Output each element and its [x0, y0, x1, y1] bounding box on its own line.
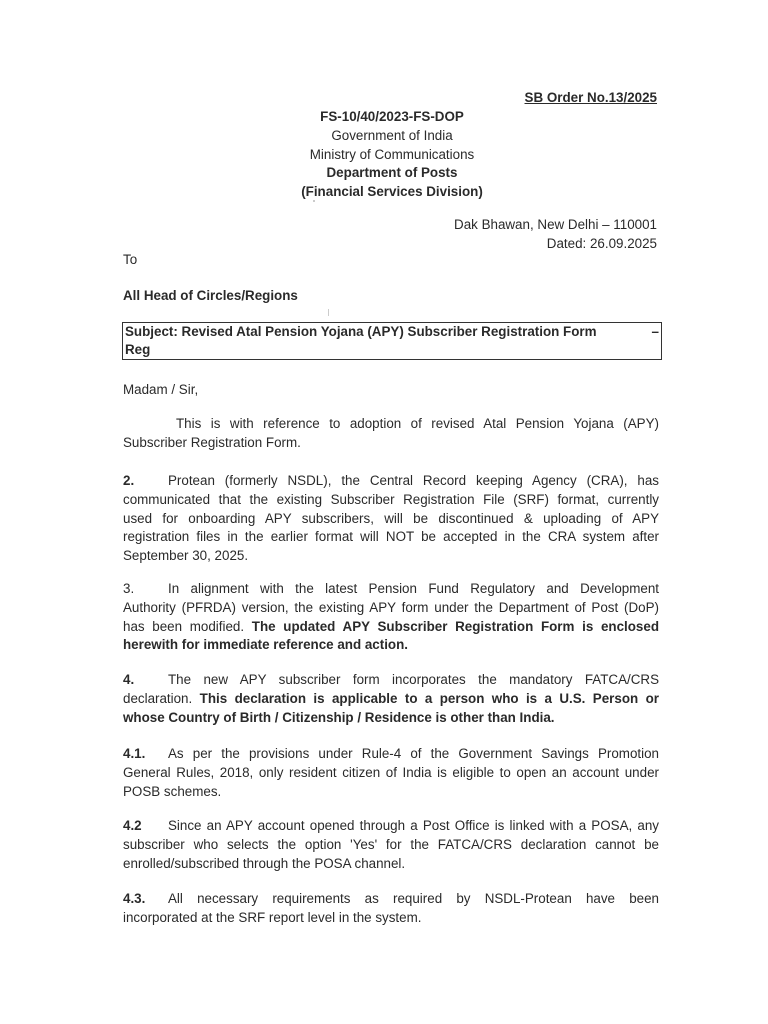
paragraph-2: [123, 472, 659, 566]
paragraph-3-line-1: In alignment with the latest Pension Fund Regulatory and Development: [168, 581, 659, 596]
paragraph-1-line-1: This is with reference to adoption of revised Atal Pension Yojana (APY): [176, 416, 659, 431]
paragraph-4-2: [123, 817, 659, 873]
paragraph-4-2-line-1: Since an APY account opened through a Post Office is linked with a POSA, any: [168, 818, 659, 833]
paragraph-4-line-2b: This declaration is applicable to a person who is a U.S. Person or: [199, 690, 659, 706]
paragraph-2-line-3: used for onboarding APY subscribers, will be discontinued & uploading of APY: [123, 510, 659, 526]
paragraph-2-line-5: September 30, 2025.: [123, 548, 249, 564]
paragraph-4-number: 4.: [123, 672, 135, 687]
paragraph-4-3-line-1: All necessary requirements as required by NSDL-Protean have been: [168, 891, 659, 906]
paragraph-3-line-4: herewith for immediate reference and action.: [123, 637, 409, 653]
letter-date: Dated: 26.09.2025: [546, 235, 657, 251]
government-name: Government of India: [331, 127, 453, 143]
paragraph-3-number: 3.: [123, 581, 135, 596]
paragraph-3-line-3b: The updated APY Subscriber Registration Form is enclosed: [251, 618, 660, 634]
paragraph-4: [123, 671, 659, 727]
paragraph-1-line-2: Subscriber Registration Form.: [123, 434, 301, 450]
ministry-name: Ministry of Communications: [309, 146, 475, 162]
addressee: All Head of Circles/Regions: [123, 288, 298, 303]
paragraph-4-3-number: 4.3.: [123, 891, 146, 906]
place-date-block: [454, 216, 657, 254]
paragraph-4-line-1: The new APY subscriber form incorporates the mandatory FATCA/CRS: [168, 672, 659, 687]
office-address: Dak Bhawan, New Delhi – 110001: [454, 217, 657, 232]
paragraph-4-2-line-3: enrolled/subscribed through the POSA channel.: [123, 855, 406, 871]
paragraph-4-3: [123, 890, 659, 928]
paragraph-3-line-3a: has been modified.: [123, 618, 245, 634]
paragraph-4-2-number: 4.2: [123, 818, 142, 833]
file-number: FS-10/40/2023-FS-DOP: [320, 109, 464, 124]
paragraph-4-1-line-1: As per the provisions under Rule-4 of the Government Savings Promotion: [168, 746, 659, 761]
salutation: Madam / Sir,: [123, 382, 199, 397]
scan-speck-2: [328, 309, 329, 316]
paragraph-2-line-2: communicated that the existing Subscriber Registration File (SRF) format, currently: [123, 491, 659, 507]
paragraph-4-2-line-2: subscriber who selects the option 'Yes' for the FATCA/CRS declaration cannot be: [123, 836, 659, 852]
paragraph-1: [123, 415, 659, 453]
paragraph-4-1-line-2: General Rules, 2018, only resident citizen of India is eligible to open an account under: [123, 764, 659, 780]
subject-line-2: Reg: [125, 342, 151, 357]
paragraph-4-1: [123, 745, 659, 801]
division-name: (Financial Services Division): [301, 184, 483, 200]
paragraph-4-1-number: 4.1.: [123, 746, 146, 761]
paragraph-3-line-2: Authority (PFRDA) version, the existing APY form under the Department of Post (DoP): [123, 599, 659, 615]
subject-dash: –: [651, 324, 659, 339]
to-label: To: [123, 252, 138, 267]
paragraph-3: [123, 580, 659, 655]
paragraph-2-line-4: registration files in the earlier format will NOT be accepted in the CRA system after: [123, 529, 659, 545]
paragraph-2-line-1: Protean (formerly NSDL), the Central Record keeping Agency (CRA), has: [168, 473, 659, 488]
letterhead: [292, 108, 492, 202]
order-number: SB Order No.13/2025: [524, 90, 657, 105]
department-name: Department of Posts: [326, 165, 458, 181]
paragraph-2-number: 2.: [123, 473, 135, 488]
paragraph-4-line-3: whose Country of Birth / Citizenship / Residence is other than India.: [123, 709, 555, 725]
subject-box: [122, 322, 662, 360]
paragraph-4-3-line-2: incorporated at the SRF report level in the system.: [123, 909, 422, 925]
paragraph-4-1-line-3: POSB schemes.: [123, 783, 222, 799]
scan-speck: [313, 200, 315, 202]
subject-line-1: Subject: Revised Atal Pension Yojana (APY) Subscriber Registration Form: [125, 324, 597, 339]
paragraph-4-line-2a: declaration.: [123, 690, 193, 706]
